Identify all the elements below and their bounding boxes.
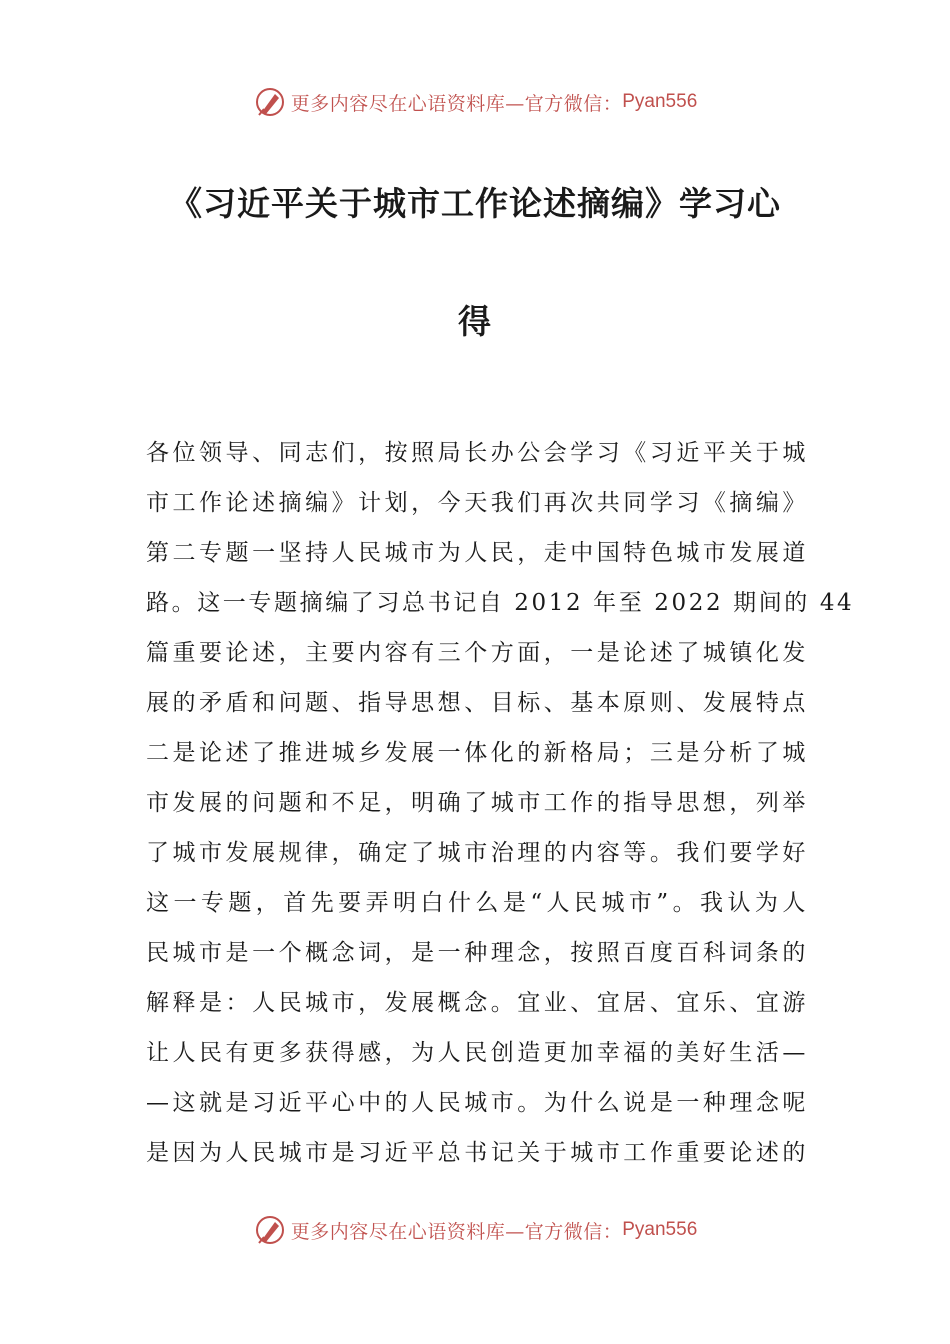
body-line: 民城市是一个概念词，是一种理念，按照百度百科词条的 [146, 940, 808, 966]
body-line: 让人民有更多获得感，为人民创造更加幸福的美好生活— [146, 1040, 808, 1066]
banner-wechat-id: Pyan556 [622, 91, 698, 112]
body-line: 篇重要论述，主要内容有三个方面，一是论述了城镇化发 [146, 640, 808, 666]
body-line: 这一专题，首先要弄明白什么是“人民城市”。我认为人 [146, 890, 808, 916]
pen-nib-logo-icon [253, 85, 287, 119]
header-banner [0, 82, 950, 122]
body-line: —这就是习近平心中的人民城市。为什么说是一种理念呢 [146, 1090, 808, 1116]
banner-text: 更多内容尽在心语资料库—官方微信： [290, 92, 623, 115]
document-title-line-2: 得 [458, 302, 492, 341]
body-line: 第二专题一坚持人民城市为人民，走中国特色城市发展道 [146, 540, 808, 566]
body-line: 展的矛盾和问题、指导思想、目标、基本原则、发展特点 [146, 690, 808, 716]
document-title-line-1: 《习近平关于城市工作论述摘编》学习心 [169, 184, 781, 223]
body-line: 市发展的问题和不足，明确了城市工作的指导思想，列举 [146, 790, 808, 816]
body-line: 二是论述了推进城乡发展一体化的新格局；三是分析了城 [146, 740, 808, 766]
pen-nib-logo-icon [253, 1213, 287, 1247]
footer-banner [0, 1210, 950, 1250]
body-line: 路。这一专题摘编了习总书记自 2012 年至 2022 期间的 44 [146, 590, 855, 616]
banner-text: 更多内容尽在心语资料库—官方微信： [290, 1220, 623, 1243]
body-line: 了城市发展规律，确定了城市治理的内容等。我们要学好 [146, 840, 808, 866]
document-body [146, 428, 855, 1178]
body-line: 市工作论述摘编》计划，今天我们再次共同学习《摘编》 [146, 490, 808, 516]
body-line: 是因为人民城市是习近平总书记关于城市工作重要论述的 [146, 1140, 808, 1166]
banner-wechat-id: Pyan556 [622, 1219, 698, 1240]
body-line: 解释是：人民城市，发展概念。宜业、宜居、宜乐、宜游 [146, 990, 808, 1016]
body-line: 各位领导、同志们，按照局长办公会学习《习近平关于城 [146, 440, 808, 466]
